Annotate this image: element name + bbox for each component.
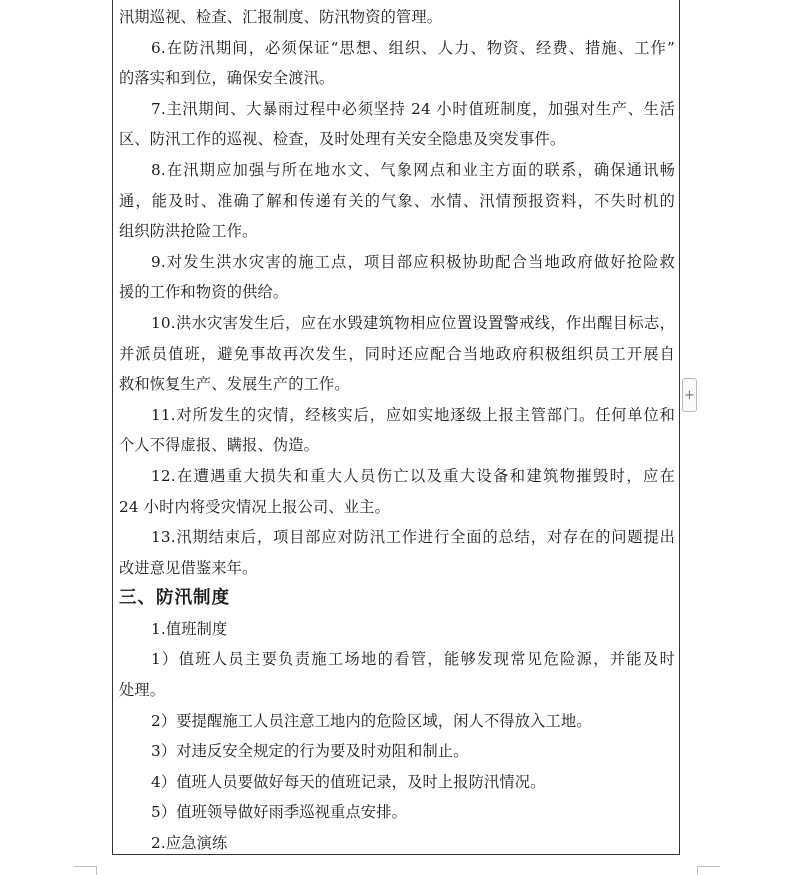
paragraph-line: 通，能及时、准确了解和传递有关的气象、水情、汛情预报资料，不失时机的	[119, 191, 675, 210]
paragraph-line: 6.在防汛期间，必须保证“思想、组织、人力、物资、经费、措施、工作”	[151, 38, 675, 57]
page-corner-mark-right	[697, 866, 720, 875]
page-corner-mark-left	[74, 866, 97, 875]
paragraph-line: 10.洪水灾害发生后，应在水毁建筑物相应位置设置警戒线，作出醒目标志，	[151, 313, 675, 332]
paragraph-line: 改进意见借鉴来年。	[119, 558, 258, 577]
document-page	[112, 0, 680, 855]
paragraph-line: 并派员值班，避免事故再次发生，同时还应配合当地政府积极组织员工开展自	[119, 344, 675, 363]
paragraph-line: 处理。	[119, 681, 166, 700]
paragraph-line: 的落实和到位，确保安全渡汛。	[119, 69, 335, 88]
paragraph-line: 2）要提醒施工人员注意工地内的危险区域，闲人不得放入工地。	[151, 711, 592, 730]
paragraph-line: 1.值班制度	[151, 619, 228, 638]
paragraph-line: 个人不得虚报、瞒报、伪造。	[119, 436, 320, 455]
paragraph-line: 12.在遭遇重大损失和重大人员伤亡以及重大设备和建筑物摧毁时，应在	[151, 466, 675, 485]
paragraph-line: 援的工作和物资的供给。	[119, 283, 289, 302]
add-row-button[interactable]	[682, 378, 697, 412]
paragraph-line: 8.在汛期应加强与所在地水文、气象网点和业主方面的联系，确保通讯畅	[151, 160, 675, 179]
paragraph-line: 7.主汛期间、大暴雨过程中必须坚持 24 小时值班制度，加强对生产、生活	[151, 99, 675, 118]
paragraph-line: 9.对发生洪水灾害的施工点，项目部应积极协助配合当地政府做好抢险救	[151, 252, 675, 271]
paragraph-line: 区、防汛工作的巡视、检查，及时处理有关安全隐患及突发事件。	[119, 130, 566, 149]
paragraph-line: 救和恢复生产、发展生产的工作。	[119, 375, 350, 394]
paragraph-line: 2.应急演练	[151, 834, 228, 853]
plus-icon: +	[684, 387, 695, 403]
section-heading: 三、防汛制度	[119, 588, 230, 609]
paragraph-line: 组织防洪抢险工作。	[119, 222, 258, 241]
paragraph-line: 24 小时内将受灾情况上报公司、业主。	[119, 497, 390, 516]
paragraph-line: 5）值班领导做好雨季巡视重点安排。	[151, 803, 408, 822]
paragraph-line: 4）值班人员要做好每天的值班记录，及时上报防汛情况。	[151, 772, 546, 791]
paragraph-line: 3）对违反安全规定的行为要及时劝阻和制止。	[151, 742, 469, 761]
paragraph-line: 11.对所发生的灾情，经核实后，应如实地逐级上报主管部门。任何单位和	[151, 405, 675, 424]
paragraph-line: 13.汛期结束后，项目部应对防汛工作进行全面的总结，对存在的问题提出	[151, 528, 675, 547]
paragraph-line: 1）值班人员主要负责施工场地的看管，能够发现常见危险源，并能及时	[151, 650, 675, 669]
document-body	[119, 2, 675, 855]
paragraph-line: 汛期巡视、检查、汇报制度、防汛物资的管理。	[119, 8, 443, 26]
